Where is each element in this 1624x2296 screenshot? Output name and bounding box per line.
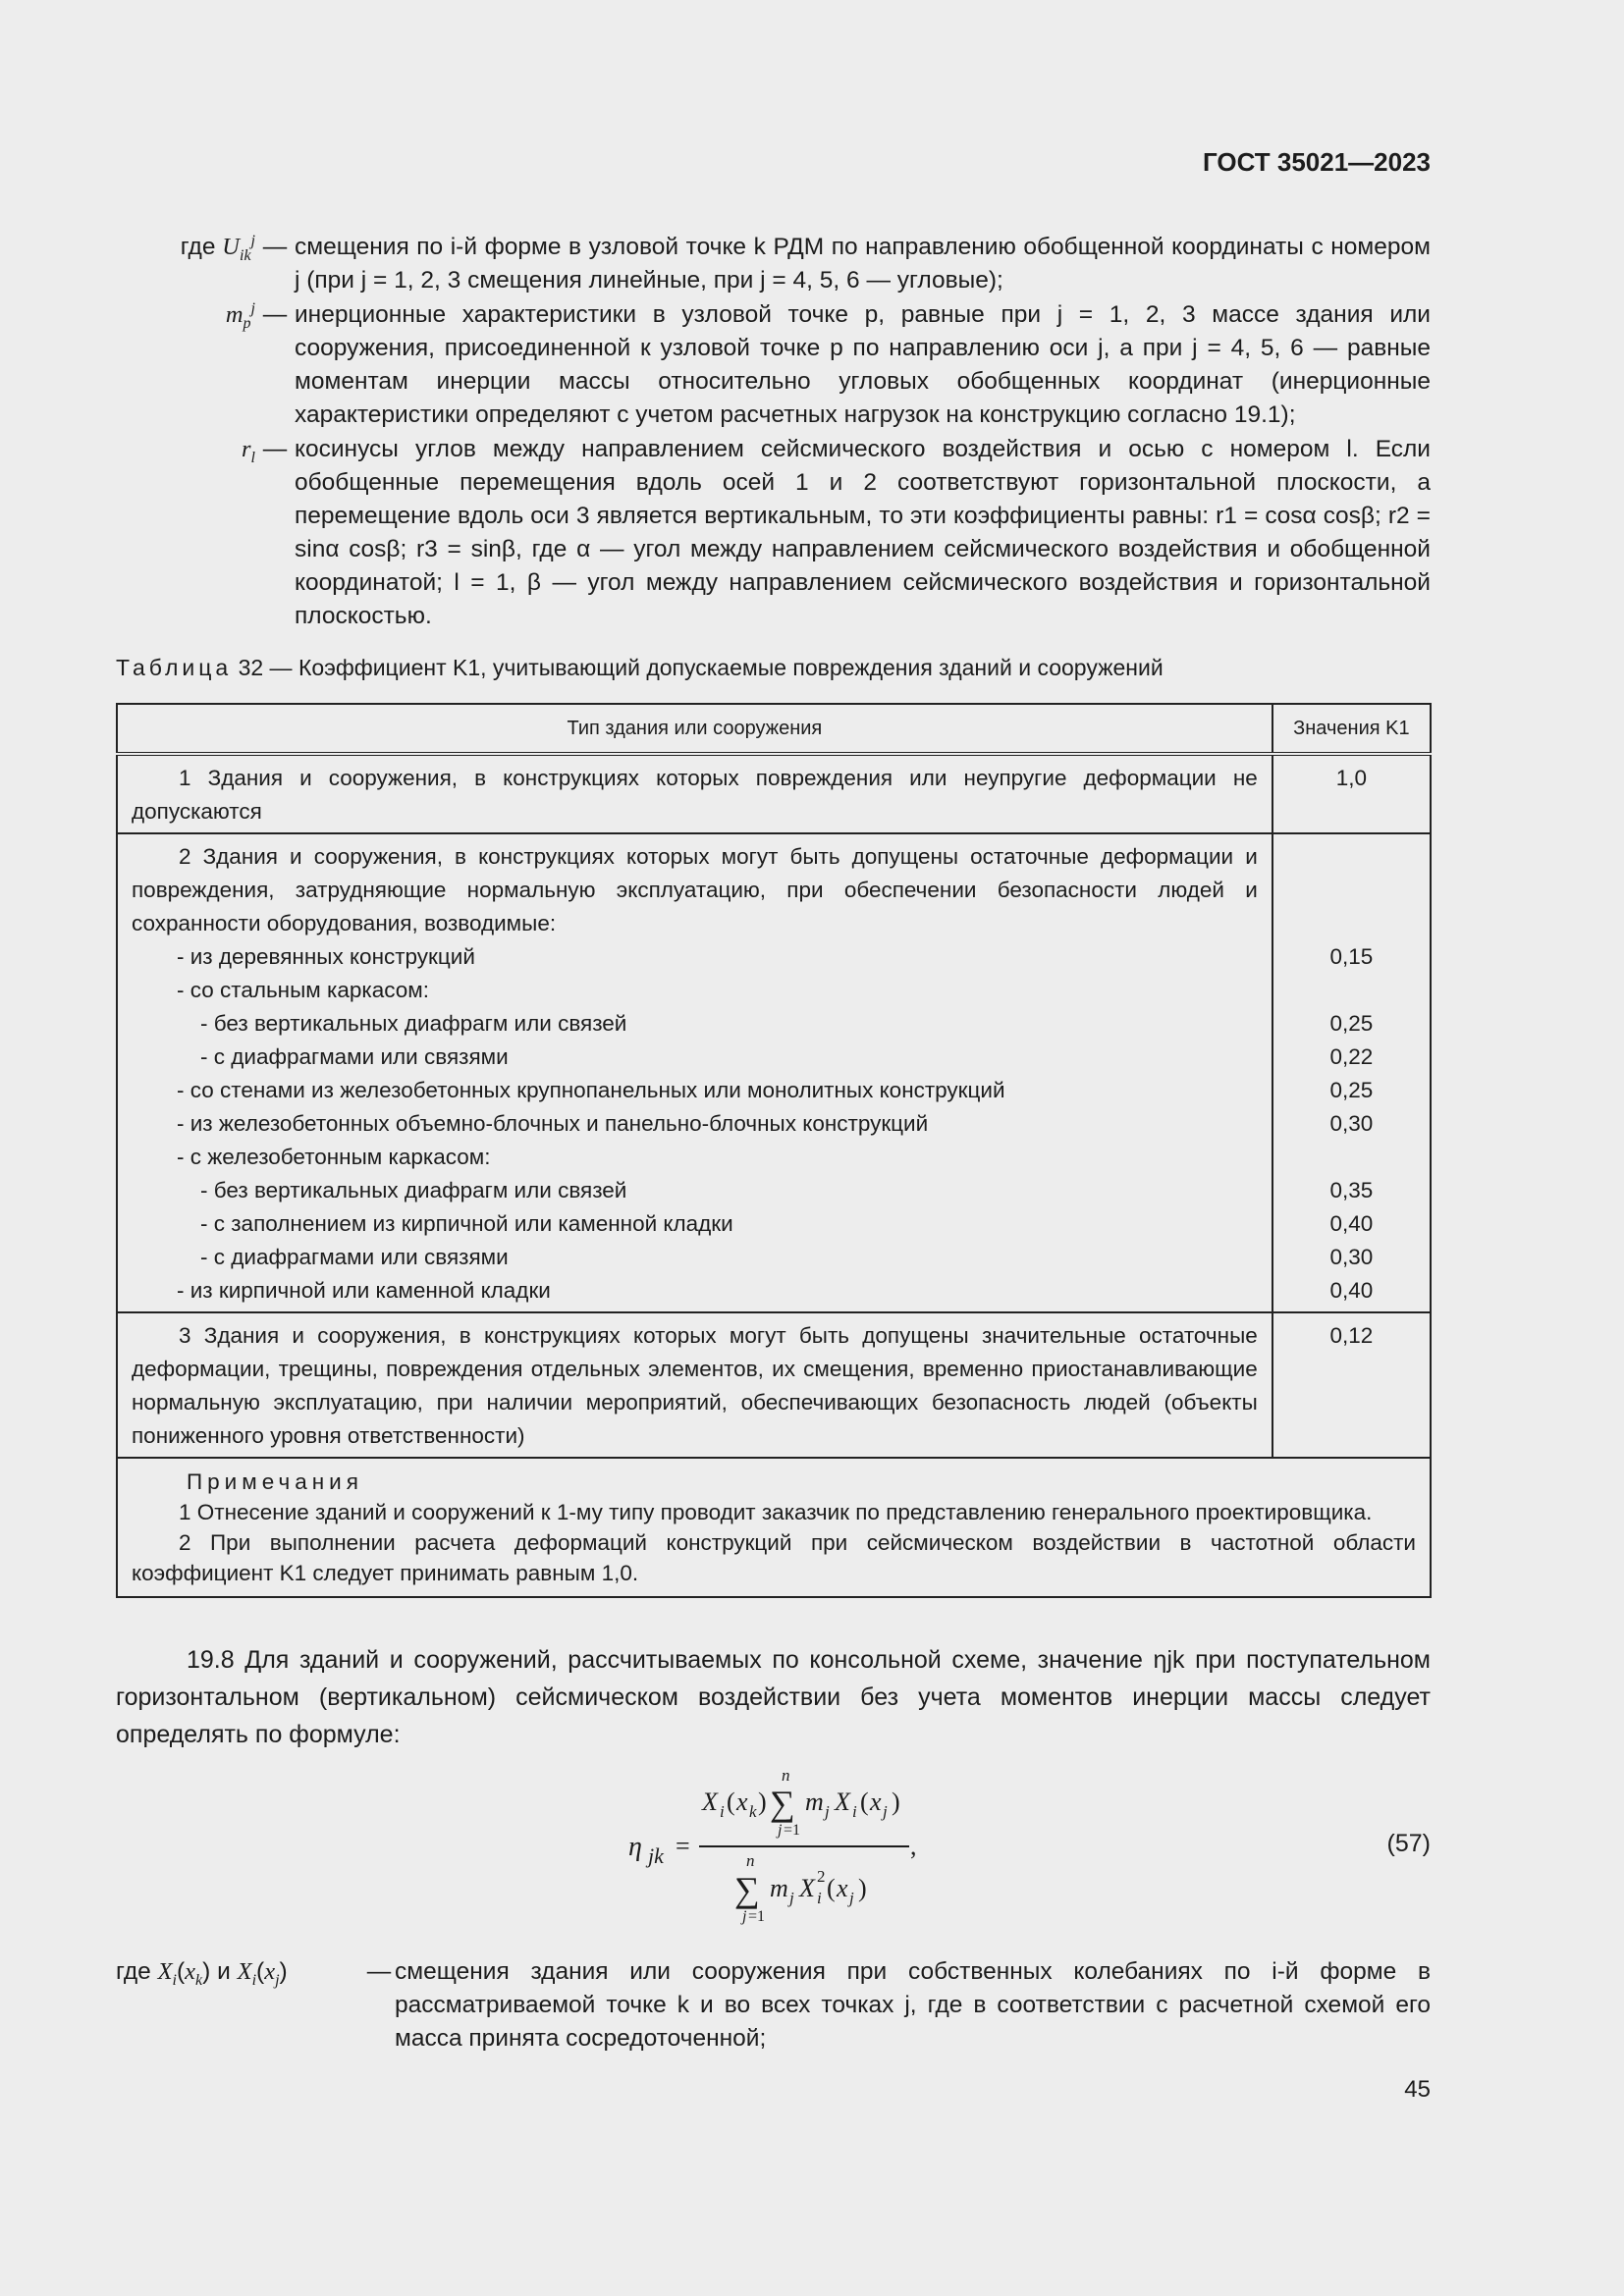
svg-text:k: k	[749, 1802, 757, 1821]
svg-text:=1: =1	[784, 1822, 801, 1839]
list-item: - без вертикальных диафрагм или связей	[200, 1178, 627, 1202]
list-item: - с диафрагмами или связями	[200, 1044, 509, 1069]
table-caption	[116, 655, 1164, 681]
table-row	[117, 833, 1431, 1312]
row-intro-text: 2 Здания и сооружения, в конструкциях которых могут быть допущены остаточные деформации и повреждения, затрудняющие нормальную эксплуатацию, при обеспечении безопасности людей и сохранности оборудования, возводимые:	[132, 844, 1258, 935]
row-items	[132, 940, 1258, 1308]
definition-text: смещения по i-й форме в узловой точке k РДМ по направлению обобщенной координаты с номером j (при j = 1, 2, 3 смещения линейные, при j = 4, 5, 6 — угловые);	[295, 234, 1431, 294]
svg-text:j: j	[742, 1908, 747, 1925]
svg-text:j: j	[778, 1822, 783, 1839]
definition-text: смещения здания или сооружения при собственных колебаниях по i-й форме в рассматриваемой точке k и во всех точках j, где в соответствии с расчетной схемой его масса принята сосредоточенной;	[395, 1958, 1431, 2052]
list-item: - без вертикальных диафрагм или связей	[200, 1011, 627, 1036]
column-header-value: Значения K1	[1272, 704, 1431, 754]
svg-text:2: 2	[817, 1867, 826, 1886]
table-row	[117, 1312, 1431, 1458]
svg-text:X: X	[799, 1874, 815, 1902]
svg-text:j: j	[825, 1802, 830, 1821]
list-item-value: 0,15	[1329, 944, 1374, 969]
list-item-value: 0,40	[1329, 1211, 1374, 1236]
svg-text:X: X	[835, 1788, 850, 1816]
list-item: - с железобетонным каркасом:	[177, 1145, 491, 1169]
row-value-cell	[1272, 833, 1431, 1312]
svg-text:(: (	[860, 1788, 869, 1816]
table-notes-row	[117, 1458, 1431, 1597]
list-item-value: 0,22	[1329, 1044, 1374, 1069]
definition-text: косинусы углов между направлением сейсмического воздействия и осью с номером l. Если обобщенные перемещения вдоль осей 1 и 2 соответствуют горизонтальной плоскости, а перемещение вдоль оси 3 является вертикальным, то эти коэффициенты равны: r1 = cosα cosβ; r2 = sinα cosβ; r3 = sinβ, где α — угол между направлением сейсмического воздействия и обобщенной координатой; l = 1, β — угол между направлением сейсмического воздействия и горизонтальной плоскостью.	[295, 436, 1431, 629]
svg-text:,: ,	[910, 1832, 917, 1860]
svg-text:x: x	[870, 1788, 882, 1816]
svg-text:): )	[892, 1788, 900, 1816]
list-item-value: 0,40	[1329, 1278, 1374, 1303]
definition-term: $r_l$	[242, 436, 255, 466]
list-item: - с диафрагмами или связями	[200, 1245, 509, 1269]
table-caption-label: Таблица	[116, 655, 233, 680]
definition-u-ik: где $U_{ik}^j$ — смещения по i-й форме в узловой точке k РДМ по направлению обобщенной координаты с номером j (при j = 1, 2, 3 смещения линейные, при j = 4, 5, 6 — угловые);	[116, 231, 1431, 297]
table-caption-text: 32 — Коэффициент K1, учитывающий допускаемые повреждения зданий и сооружений	[238, 655, 1164, 680]
row-type-text: 1 Здания и сооружения, в конструкциях которых повреждения или неупругие деформации не допускаются	[117, 754, 1272, 833]
svg-text:): )	[758, 1788, 767, 1816]
row-type-cell	[117, 833, 1272, 1312]
formula-lhs-sub: jk	[648, 1843, 664, 1868]
definitions-list	[116, 231, 1431, 633]
page-number: 45	[1404, 2076, 1431, 2103]
svg-text:i: i	[817, 1889, 822, 1907]
svg-text:∑: ∑	[770, 1784, 795, 1823]
svg-text:j: j	[789, 1889, 794, 1907]
svg-text:X: X	[702, 1788, 718, 1816]
notes-title: Примечания	[187, 1469, 363, 1494]
svg-text:m: m	[805, 1788, 824, 1816]
svg-text:i: i	[720, 1802, 725, 1821]
formula-lhs: η	[628, 1832, 642, 1862]
svg-text:m: m	[770, 1874, 788, 1902]
row-type-text: 3 Здания и сооружения, в конструкциях которых могут быть допущены значительные остаточные деформации, трещины, повреждения отдельных элементов, их смещения, временно приостанавливающие нормальную эксплуатацию, при наличии мероприятий, обеспечивающих безопасность людей (объекты пониженного уровня ответственности)	[117, 1312, 1272, 1458]
list-item-value: 0,30	[1329, 1245, 1374, 1269]
paragraph-19-8: 19.8 Для зданий и сооружений, рассчитываемых по консольной схеме, значение ηjk при поступательном горизонтальном (вертикальном) сейсмическом воздействии без учета моментов инерции массы следует определять по формуле:	[116, 1646, 1431, 1748]
definition-term: $m_p^j$	[225, 299, 255, 332]
note-2: 2 При выполнении расчета деформаций конструкций при сейсмическом воздействии в частотной области коэффициент K1 следует принимать равным 1,0.	[132, 1530, 1416, 1585]
value-spacer	[1273, 840, 1430, 940]
formula-equals: =	[676, 1832, 690, 1860]
formula-57	[0, 1762, 1624, 1939]
svg-text:i: i	[852, 1802, 857, 1821]
row-values	[1273, 840, 1430, 1303]
list-item-value	[1273, 1141, 1430, 1174]
row-value: 1,0	[1272, 754, 1431, 833]
svg-text:∑: ∑	[734, 1870, 760, 1909]
definition-r-l: $r_l$ — косинусы углов между направлением сейсмического воздействия и осью с номером l. Если обобщенные перемещения вдоль осей 1 и 2 соответствуют горизонтальной плоскости, а перемещение вдоль оси 3 является вертикальным, то эти коэффициенты равны: r1 = cosα cosβ; r2 = sinα cosβ; r3 = sinβ, где α — угол между направлением сейсмического воздействия и обобщенной координатой; l = 1, β — угол между направлением сейсмического воздействия и горизонтальной плоскостью.	[116, 433, 1431, 633]
svg-text:x: x	[736, 1788, 748, 1816]
coefficient-k1-table	[116, 703, 1432, 1598]
list-item: - из кирпичной или каменной кладки	[177, 1278, 551, 1303]
standard-header: ГОСТ 35021—2023	[1203, 147, 1431, 177]
svg-text:n: n	[782, 1766, 790, 1785]
row-value: 0,12	[1272, 1312, 1431, 1458]
equation-number: (57)	[1386, 1830, 1431, 1857]
list-item: - с заполнением из кирпичной или каменной кладки	[200, 1211, 733, 1236]
definition-x-i: где $X_i(x_k)$ и $X_i(x_j)$ — смещения здания или сооружения при собственных колебаниях по i-й форме в рассматриваемой точке k и во всех точках j, где в соответствии с расчетной схемой его масса принята сосредоточенной;	[116, 1955, 1431, 2056]
column-header-type: Тип здания или сооружения	[117, 704, 1272, 754]
svg-text:j: j	[849, 1889, 854, 1907]
table-notes	[117, 1458, 1431, 1597]
svg-text:n: n	[746, 1851, 755, 1870]
svg-text:(: (	[727, 1788, 735, 1816]
definition-term: где $X_i(x_k)$ и $X_i(x_j)$	[116, 1958, 288, 1989]
svg-text:=1: =1	[748, 1908, 766, 1925]
svg-text:j: j	[883, 1802, 888, 1821]
table-header-row	[117, 704, 1431, 754]
list-item: - со стальным каркасом:	[177, 978, 429, 1002]
formula-denominator	[734, 1851, 867, 1925]
formula-numerator	[701, 1766, 900, 1839]
list-item-value: 0,25	[1329, 1011, 1374, 1036]
table-row	[117, 754, 1431, 833]
svg-text:(: (	[827, 1874, 836, 1902]
list-item-value: 0,35	[1329, 1178, 1374, 1202]
definition-text: инерционные характеристики в узловой точке p, равные при j = 1, 2, 3 массе здания или сооружения, присоединенной к узловой точке p по направлению оси j, а при j = 4, 5, 6 — равные моментам инерции массы относительно угловых обобщенных координат (инерционные характеристики определяют с учетом расчетных нагрузок на конструкцию согласно 19.1);	[295, 301, 1431, 428]
list-item-value: 0,25	[1329, 1078, 1374, 1102]
list-item: - из деревянных конструкций	[177, 944, 475, 969]
list-item-value	[1273, 974, 1430, 1007]
formula-definitions	[116, 1955, 1431, 2056]
list-item: - из железобетонных объемно-блочных и панельно-блочных конструкций	[177, 1111, 929, 1136]
definition-m-p: $m_p^j$ — инерционные характеристики в узловой точке p, равные при j = 1, 2, 3 массе здания или сооружения, присоединенной к узловой точке p по направлению оси j, а при j = 4, 5, 6 — равные моментам инерции массы относительно угловых обобщенных координат (инерционные характеристики определяют с учетом расчетных нагрузок на конструкцию согласно 19.1);	[116, 298, 1431, 432]
list-item: - со стенами из железобетонных крупнопанельных или монолитных конструкций	[177, 1078, 1005, 1102]
definition-term: где $U_{ik}^j$	[180, 232, 255, 264]
note-1: 1 Отнесение зданий и сооружений к 1-му типу проводит заказчик по представлению генерального проектировщика.	[179, 1500, 1373, 1524]
svg-text:): )	[858, 1874, 867, 1902]
list-item-value: 0,30	[1329, 1111, 1374, 1136]
svg-text:x: x	[837, 1874, 848, 1902]
